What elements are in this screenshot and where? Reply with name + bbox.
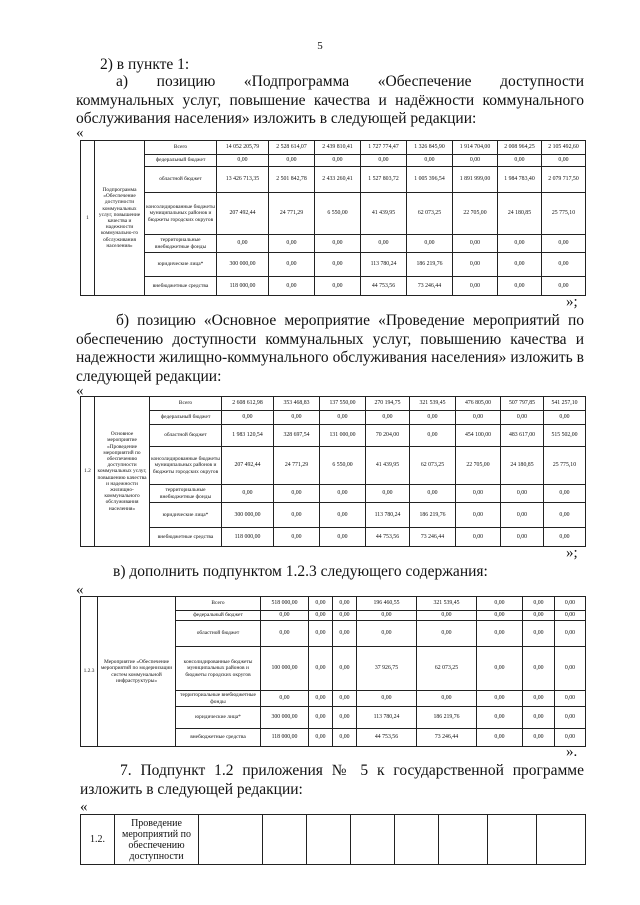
amount-cell: 0,00 [555,597,586,611]
amount-cell: 0,00 [333,611,357,621]
amount-cell: 0,00 [456,411,501,425]
amount-cell: 0,00 [320,411,366,425]
amount-cell: 0,00 [361,235,407,253]
table-subitem-1-2 [80,814,586,865]
amount-cell: 6 550,00 [320,447,366,485]
amount-cell: 1 005 396,54 [407,167,453,193]
amount-cell: 118 000,00 [261,729,309,747]
amount-cell: 0,00 [477,647,523,691]
amount-cell: 0,00 [357,611,417,621]
amount-cell: 0,00 [407,235,453,253]
amount-cell: 0,00 [261,621,309,647]
amount-cell: 0,00 [361,155,407,167]
amount-cell: 2 501 842,78 [269,167,315,193]
amount-cell: 0,00 [453,277,498,296]
amount-cell: 41 439,95 [366,447,410,485]
amount-cell: 0,00 [542,155,586,167]
amount-cell: 0,00 [217,155,269,167]
amount-cell: 0,00 [417,621,477,647]
amount-cell: 0,00 [261,611,309,621]
row-number: 1.2.3 [81,597,98,747]
amount-cell: 0,00 [269,155,315,167]
table-row [81,503,586,528]
amount-cell: 2 008 964,25 [498,141,542,155]
funding-source-label: территориальные внебюджетные фонды [176,691,261,707]
table-row [81,277,586,296]
amount-cell: 0,00 [555,707,586,729]
amount-cell: 0,00 [410,425,456,447]
amount-cell: 0,00 [523,647,555,691]
amount-cell: 70 204,00 [366,425,410,447]
amount-cell: 1 891 999,00 [453,167,498,193]
amount-cell: 186 219,76 [417,707,477,729]
amount-cell: 0,00 [269,277,315,296]
amount-cell: 0,00 [274,503,320,528]
amount-cell: 353 468,83 [274,397,320,411]
amount-cell: 2 105 492,60 [542,141,586,155]
amount-cell: 118 000,00 [222,528,274,547]
amount-cell: 0,00 [453,235,498,253]
amount-cell: 321 539,45 [410,397,456,411]
open-quote-2: « [76,383,84,399]
funding-source-label: внебюджетные средства [150,528,222,547]
funding-source-label: областной бюджет [176,621,261,647]
table-row [81,235,586,253]
amount-cell: 0,00 [357,621,417,647]
amount-cell: 100 000,00 [261,647,309,691]
amount-cell: 6 550,00 [315,193,361,235]
amount-cell: 196 460,55 [357,597,417,611]
amount-cell: 44 753,56 [357,729,417,747]
table-row [81,597,586,611]
amount-cell: 0,00 [542,253,586,277]
amount-cell: 476 805,00 [456,397,501,411]
table-row [81,397,586,411]
amount-cell: 24 180,85 [501,447,544,485]
amount-cell: 0,00 [309,597,333,611]
amount-cell: 137 550,00 [320,397,366,411]
amount-cell: 41 439,95 [361,193,407,235]
amount-cell: 2 433 260,41 [315,167,361,193]
funding-source-label: юридические лица* [176,707,261,729]
amount-cell: 0,00 [309,647,333,691]
amount-cell: 483 617,00 [501,425,544,447]
paragraph-7: 7. Подпункт 1.2 приложения № 5 к государственной программе изложить в следующей редакции: [80,762,584,798]
amount-cell: 2 439 810,41 [315,141,361,155]
table-row [81,253,586,277]
paragraph-2-header: 2) в пункте 1: [100,56,190,73]
table-row [81,528,586,547]
amount-cell: 24 771,29 [269,193,315,235]
funding-source-label: областной бюджет [150,425,222,447]
amount-cell: 0,00 [309,611,333,621]
amount-cell: 0,00 [555,691,586,707]
table-row [81,155,586,167]
table-row [81,485,586,503]
funding-source-label: Всего [176,597,261,611]
funding-source-label: федеральный бюджет [150,411,222,425]
amount-cell: 1 326 845,90 [407,141,453,155]
amount-cell: 300 000,00 [222,503,274,528]
amount-cell: 0,00 [333,597,357,611]
amount-cell: 0,00 [333,729,357,747]
amount-cell: 24 180,85 [498,193,542,235]
amount-cell: 0,00 [523,691,555,707]
amount-cell: 0,00 [315,235,361,253]
amount-cell: 0,00 [523,707,555,729]
amount-cell: 186 219,76 [410,503,456,528]
table-subprogram [80,140,586,296]
amount-cell: 0,00 [477,691,523,707]
amount-cell: 0,00 [555,729,586,747]
paragraph-b: б) позицию «Основное мероприятие «Проведение мероприятий по обеспечению доступности коммунальных услуг, повышению качества и надежности жилищно-коммунального обслуживания населения» изложить в следующей редакции: [76,312,584,385]
amount-cell: 0,00 [555,611,586,621]
empty-cell [537,815,586,865]
page-number: 5 [317,40,323,52]
funding-source-label: консолидированные бюджеты муниципальных районов и бюджеты городских округов [176,647,261,691]
open-quote-3: « [76,582,84,598]
program-name: Подпрограмма «Обеспечение доступности коммунальных услуг, повышение качества и надежности коммунально-го обслуживания населения» [95,141,145,296]
table-activity-1-2-3 [80,596,586,747]
table-row [81,447,586,485]
amount-cell: 0,00 [269,235,315,253]
amount-cell: 0,00 [222,411,274,425]
amount-cell: 131 000,00 [320,425,366,447]
amount-cell: 0,00 [501,528,544,547]
amount-cell: 0,00 [456,485,501,503]
amount-cell: 0,00 [410,485,456,503]
amount-cell: 1 914 704,00 [453,141,498,155]
amount-cell: 118 000,00 [217,277,269,296]
amount-cell: 0,00 [477,729,523,747]
amount-cell: 113 780,24 [366,503,410,528]
amount-cell: 0,00 [320,528,366,547]
amount-cell: 0,00 [261,691,309,707]
amount-cell: 25 775,10 [542,193,586,235]
row-number: 1.2. [81,815,115,865]
amount-cell: 2 608 612,98 [222,397,274,411]
amount-cell: 0,00 [366,411,410,425]
amount-cell: 518 000,00 [261,597,309,611]
funding-source-label: внебюджетные средства [145,277,217,296]
amount-cell: 0,00 [357,691,417,707]
amount-cell: 0,00 [456,503,501,528]
amount-cell: 0,00 [315,155,361,167]
amount-cell: 454 100,00 [456,425,501,447]
table-row [81,167,586,193]
amount-cell: 0,00 [417,691,477,707]
funding-source-label: внебюджетные средства [176,729,261,747]
open-quote-1: « [76,125,84,141]
amount-cell: 25 775,10 [544,447,586,485]
amount-cell: 0,00 [274,528,320,547]
amount-cell: 113 780,24 [361,253,407,277]
table-row [81,411,586,425]
amount-cell: 0,00 [555,647,586,691]
amount-cell: 0,00 [501,485,544,503]
amount-cell: 0,00 [366,485,410,503]
amount-cell: 62 073,25 [410,447,456,485]
amount-cell: 0,00 [544,485,586,503]
amount-cell: 44 753,56 [361,277,407,296]
amount-cell: 507 797,85 [501,397,544,411]
amount-cell: 328 697,54 [274,425,320,447]
paragraph-v: в) дополнить подпунктом 1.2.3 следующего содержания: [113,563,488,580]
amount-cell: 0,00 [477,621,523,647]
table-main-activity [80,396,586,547]
amount-cell: 0,00 [501,411,544,425]
amount-cell: 541 257,10 [544,397,586,411]
table-row [81,141,586,155]
funding-source-label: территориальные внебюджетные фонды [145,235,217,253]
amount-cell: 1 527 803,72 [361,167,407,193]
amount-cell: 0,00 [477,611,523,621]
amount-cell: 0,00 [274,485,320,503]
amount-cell: 0,00 [523,729,555,747]
amount-cell: 0,00 [453,155,498,167]
amount-cell: 0,00 [410,411,456,425]
amount-cell: 0,00 [407,155,453,167]
row-number: 1 [81,141,95,296]
amount-cell: 0,00 [544,528,586,547]
table-row [81,815,586,865]
amount-cell: 300 000,00 [261,707,309,729]
amount-cell: 0,00 [333,691,357,707]
table-row [81,425,586,447]
amount-cell: 300 000,00 [217,253,269,277]
close-quote-2: »; [566,545,578,561]
amount-cell: 0,00 [222,485,274,503]
empty-cell [263,815,307,865]
amount-cell: 113 780,24 [357,707,417,729]
amount-cell: 0,00 [309,691,333,707]
amount-cell: 1 983 120,54 [222,425,274,447]
amount-cell: 321 539,45 [417,597,477,611]
amount-cell: 0,00 [498,235,542,253]
amount-cell: 2 079 717,50 [542,167,586,193]
amount-cell: 0,00 [542,277,586,296]
amount-cell: 515 502,00 [544,425,586,447]
program-name: Проведение мероприятий по обеспечению доступности [115,815,199,865]
close-quote-3: ». [566,744,578,760]
amount-cell: 270 194,75 [366,397,410,411]
amount-cell: 0,00 [523,597,555,611]
amount-cell: 0,00 [217,235,269,253]
amount-cell: 13 426 713,35 [217,167,269,193]
empty-cell [439,815,488,865]
funding-source-label: федеральный бюджет [145,155,217,167]
amount-cell: 0,00 [523,611,555,621]
amount-cell: 0,00 [320,503,366,528]
program-name: Основное мероприятие «Проведение мероприятий по обеспечению доступности коммунальных услуг, повышению качества и надежности жилищно-коммунального обслуживания населения» [95,397,150,547]
amount-cell: 24 771,29 [274,447,320,485]
funding-source-label: федеральный бюджет [176,611,261,621]
funding-source-label: Всего [150,397,222,411]
amount-cell: 0,00 [453,253,498,277]
amount-cell: 2 528 614,07 [269,141,315,155]
amount-cell: 0,00 [309,621,333,647]
amount-cell: 22 705,00 [456,447,501,485]
row-number: 1.2 [81,397,95,547]
amount-cell: 207 492,44 [217,193,269,235]
amount-cell: 0,00 [315,277,361,296]
empty-cell [307,815,351,865]
amount-cell: 0,00 [542,235,586,253]
paragraph-a: а) позицию «Подпрограмма «Обеспечение доступности коммунальных услуг, повышение качества и надёжности коммунального обслуживания населения» изложить в следующей редакции: [76,73,584,127]
amount-cell: 186 219,76 [407,253,453,277]
amount-cell: 0,00 [477,597,523,611]
amount-cell: 207 492,44 [222,447,274,485]
amount-cell: 44 753,56 [366,528,410,547]
empty-cell [488,815,537,865]
amount-cell: 0,00 [315,253,361,277]
empty-cell [351,815,395,865]
amount-cell: 62 073,25 [407,193,453,235]
amount-cell: 0,00 [269,253,315,277]
amount-cell: 14 052 205,79 [217,141,269,155]
program-name: Мероприятие «Обеспечение мероприятий по модернизации систем коммунальной инфраструктуры» [98,597,176,747]
amount-cell: 0,00 [544,503,586,528]
funding-source-label: консолидированные бюджеты муниципальных районов и бюджеты городских округов [145,193,217,235]
amount-cell: 37 926,75 [357,647,417,691]
amount-cell: 22 705,00 [453,193,498,235]
amount-cell: 0,00 [333,621,357,647]
amount-cell: 0,00 [274,411,320,425]
amount-cell: 0,00 [477,707,523,729]
amount-cell: 0,00 [544,411,586,425]
funding-source-label: юридические лица* [150,503,222,528]
amount-cell: 0,00 [309,729,333,747]
amount-cell: 0,00 [456,528,501,547]
open-quote-4: « [80,799,88,815]
amount-cell: 0,00 [417,611,477,621]
amount-cell: 73 246,44 [410,528,456,547]
amount-cell: 1 727 774,47 [361,141,407,155]
amount-cell: 0,00 [555,621,586,647]
amount-cell: 0,00 [523,621,555,647]
funding-source-label: территориальные внебюджетные фонды [150,485,222,503]
amount-cell: 0,00 [501,503,544,528]
funding-source-label: областной бюджет [145,167,217,193]
amount-cell: 1 984 783,40 [498,167,542,193]
amount-cell: 62 073,25 [417,647,477,691]
empty-cell [199,815,263,865]
amount-cell: 73 246,44 [407,277,453,296]
amount-cell: 0,00 [333,707,357,729]
amount-cell: 0,00 [309,707,333,729]
amount-cell: 73 246,44 [417,729,477,747]
amount-cell: 0,00 [498,277,542,296]
table-row [81,193,586,235]
close-quote-1: »; [566,294,578,310]
funding-source-label: консолидированные бюджеты муниципальных районов и бюджеты городских округов [150,447,222,485]
funding-source-label: Всего [145,141,217,155]
empty-cell [395,815,439,865]
amount-cell: 0,00 [320,485,366,503]
amount-cell: 0,00 [333,647,357,691]
funding-source-label: юридические лица* [145,253,217,277]
amount-cell: 0,00 [498,253,542,277]
amount-cell: 0,00 [498,155,542,167]
